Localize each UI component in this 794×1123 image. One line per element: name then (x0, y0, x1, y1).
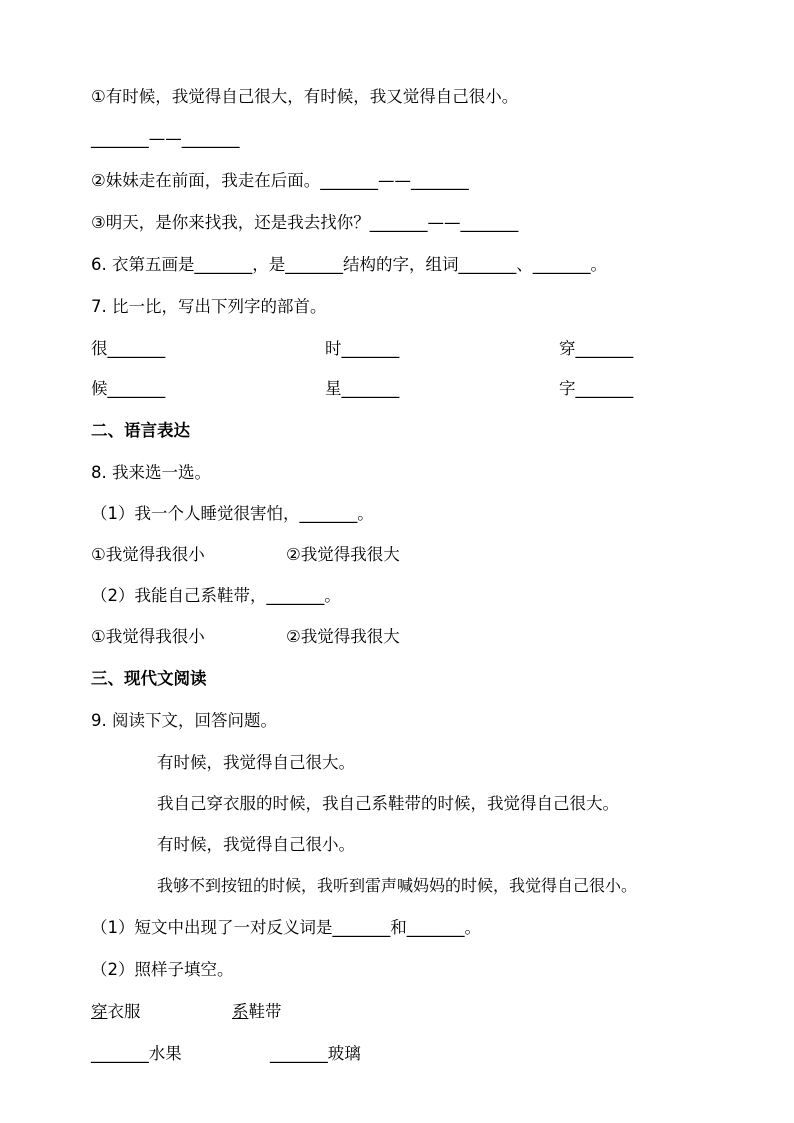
example-verb: 穿 (91, 1002, 108, 1021)
q8-sub1-option: ①我觉得我很小 (91, 545, 205, 564)
q5-item1: ①有时候，我觉得自己很大，有时候，我又觉得自己很小。 (91, 87, 519, 106)
q5-item3: ③明天，是你来找我，还是我去找你？_______——_______ (91, 213, 519, 232)
question-7-title: 7. 比一比，写出下列字的部首。 (91, 297, 327, 316)
q8-sub2-option: ①我觉得我很小 (91, 627, 205, 646)
example-verb: 系 (232, 1002, 249, 1021)
example-object: 鞋带 (248, 1002, 282, 1021)
q8-sub2: （2）我能自己系鞋带，_______。 (91, 586, 341, 605)
q5-item1-answer: _______——_______ (91, 129, 240, 148)
section-heading-reading: 三、现代文阅读 (91, 669, 207, 688)
fill-blank-phrase: _______水果 (91, 1044, 182, 1063)
q5-item2: ②妹妹走在前面，我走在后面。_______——_______ (91, 171, 469, 190)
example-phrase (91, 1001, 141, 1023)
q8-sub1-option: ②我觉得我很大 (286, 545, 400, 564)
example-phrase (232, 1001, 282, 1023)
q7-cell: 字_______ (559, 379, 634, 398)
section-heading-language: 二、语言表达 (91, 421, 190, 440)
example-object: 衣服 (107, 1002, 141, 1021)
q7-cell: 穿_______ (559, 339, 634, 358)
passage-paragraph: 我够不到按钮的时候，我听到雷声喊妈妈的时候，我觉得自己很小。 (157, 876, 638, 895)
q8-sub2-option: ②我觉得我很大 (286, 627, 400, 646)
question-6: 6. 衣第五画是_______，是_______结构的字，组词_______、_______。 (91, 255, 607, 274)
q9-sub2: （2）照样子填空。 (91, 960, 234, 979)
passage-paragraph: 我自己穿衣服的时候，我自己系鞋带的时候，我觉得自己很大。 (157, 794, 619, 813)
q7-cell: 星_______ (325, 379, 400, 398)
q7-cell: 候_______ (91, 379, 166, 398)
fill-blank-phrase: _______玻璃 (270, 1044, 361, 1063)
question-9-title: 9. 阅读下文，回答问题。 (91, 711, 277, 730)
q9-sub1: （1）短文中出现了一对反义词是_______和_______。 (91, 918, 481, 937)
q8-sub1: （1）我一个人睡觉很害怕，_______。 (91, 504, 374, 523)
passage-paragraph: 有时候，我觉得自己很小。 (157, 835, 355, 854)
question-8-title: 8. 我来选一选。 (91, 463, 211, 482)
q7-cell: 时_______ (325, 339, 400, 358)
q7-cell: 很_______ (91, 339, 166, 358)
passage-paragraph: 有时候，我觉得自己很大。 (157, 753, 355, 772)
